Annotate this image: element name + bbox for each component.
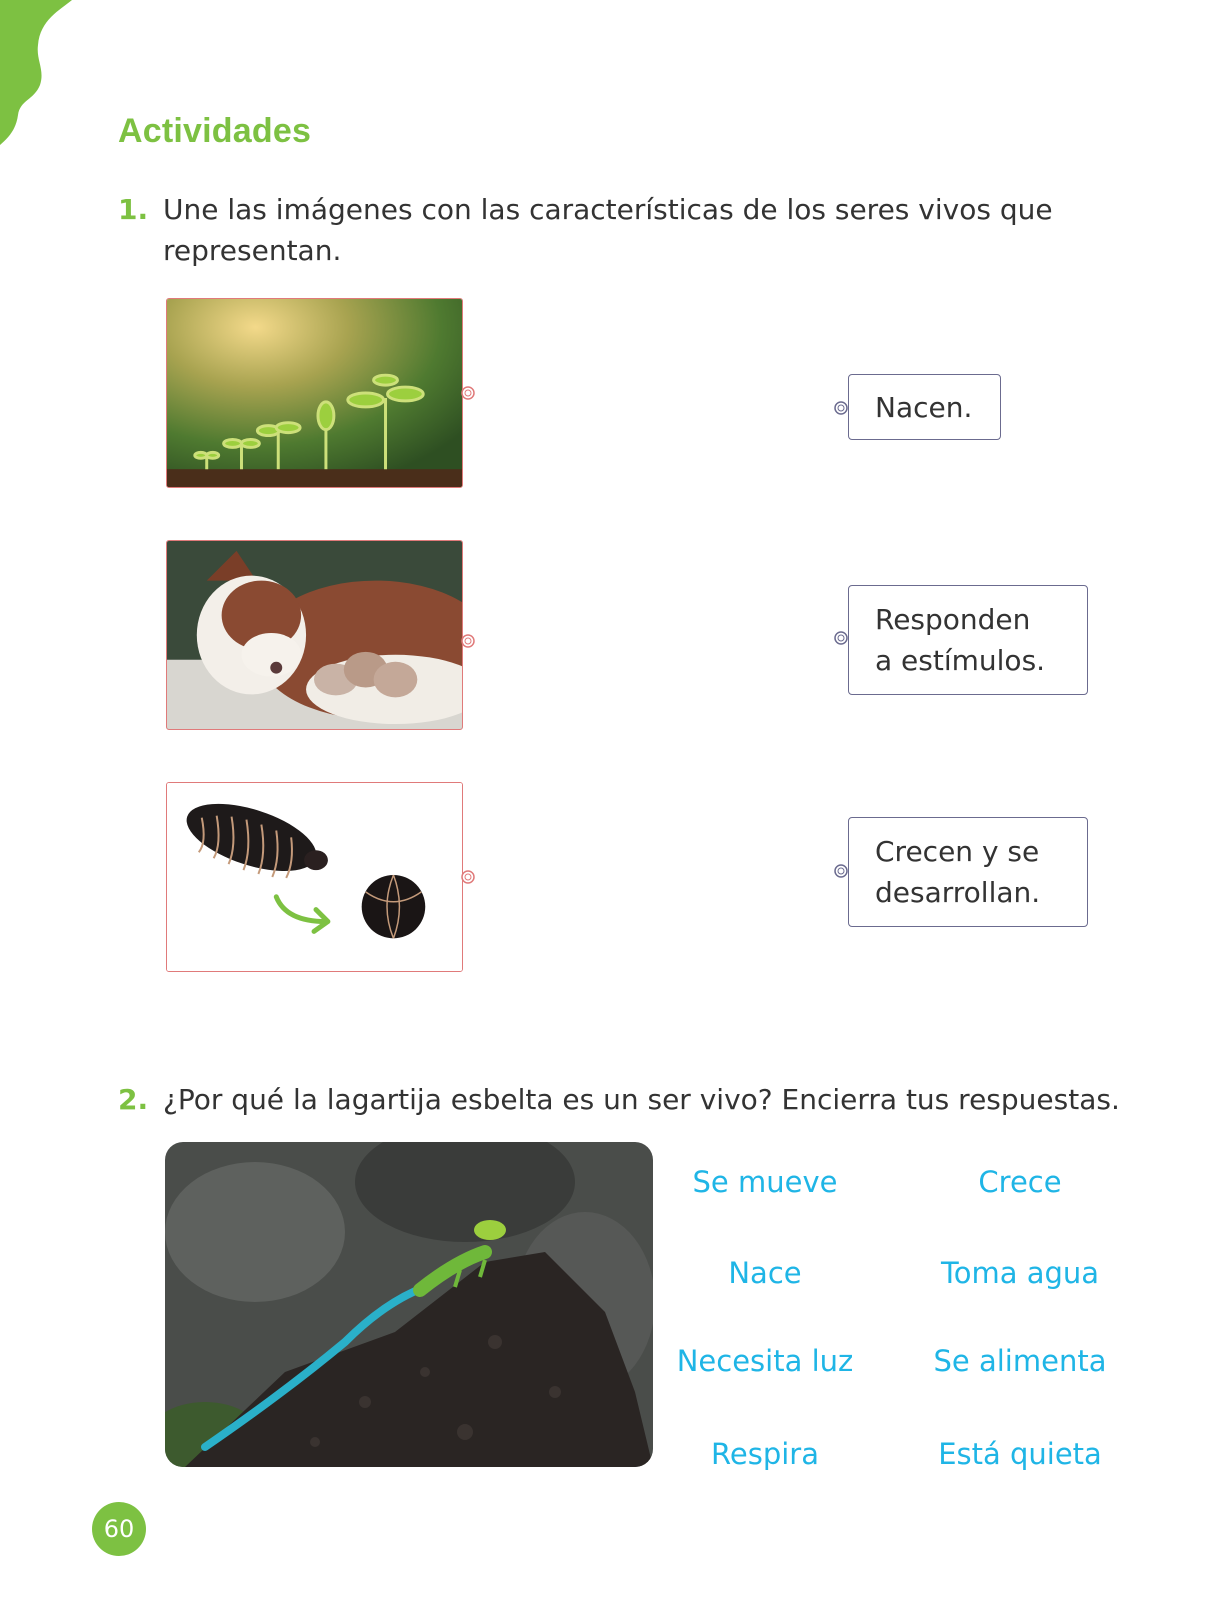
connector-dot[interactable] (833, 863, 849, 879)
activity-text: Une las imágenes con las características de los seres vivos que representan. (163, 193, 1053, 267)
page-number: 60 (92, 1502, 146, 1556)
option-esta-quieta[interactable]: Está quieta (938, 1437, 1102, 1471)
connector-dot[interactable] (460, 633, 476, 649)
option-se-alimenta[interactable]: Se alimenta (933, 1344, 1107, 1378)
option-se-mueve[interactable]: Se mueve (692, 1165, 838, 1199)
connector-dot[interactable] (460, 385, 476, 401)
seedlings-image (166, 298, 463, 488)
card-crecen-desarrollan (848, 817, 1088, 927)
option-respira[interactable]: Respira (711, 1437, 819, 1471)
option-nace[interactable]: Nace (728, 1256, 802, 1290)
connector-dot[interactable] (833, 400, 849, 416)
section-title: Actividades (118, 112, 312, 150)
activity-2-instruction (118, 1079, 1163, 1120)
activity-text: ¿Por qué la lagartija esbelta es un ser vivo? Encierra tus respuestas. (163, 1083, 1120, 1116)
option-crece[interactable]: Crece (978, 1165, 1062, 1199)
activity-1-instruction (118, 189, 1063, 271)
husky-puppies-image (166, 540, 463, 730)
card-text: Nacen. (875, 390, 973, 424)
pill-bug-image (166, 782, 463, 972)
card-text: Responden a estímulos. (875, 603, 1046, 677)
connector-dot[interactable] (460, 869, 476, 885)
card-responden-estimulos (848, 585, 1088, 695)
activity-number: 2. (118, 1083, 149, 1116)
card-text: Crecen y se desarrollan. (875, 835, 1041, 909)
option-toma-agua[interactable]: Toma agua (940, 1256, 1100, 1290)
lizard-image (165, 1142, 653, 1467)
option-necesita-luz[interactable]: Necesita luz (676, 1344, 854, 1378)
corner-decoration (0, 0, 80, 150)
activity-number: 1. (118, 193, 149, 226)
connector-dot[interactable] (833, 630, 849, 646)
card-nacen (848, 374, 1001, 440)
